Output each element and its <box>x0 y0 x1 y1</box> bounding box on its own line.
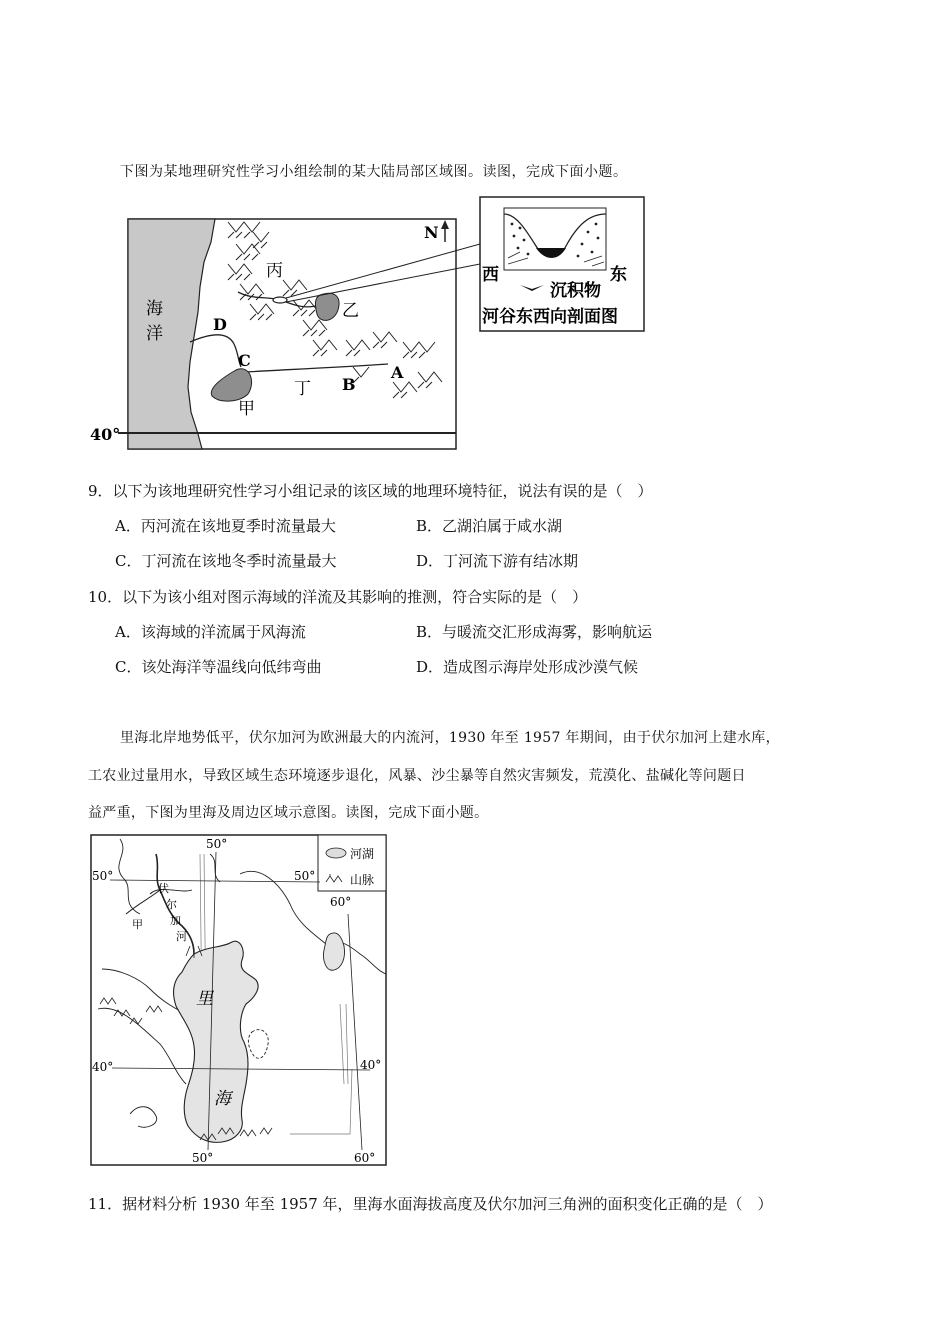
label-D: D <box>213 315 227 334</box>
inset-marker <box>273 297 287 303</box>
sea-label-1: 里 <box>196 989 213 1009</box>
aral-lake <box>323 933 344 970</box>
legend-mountain-label: 山脉 <box>350 873 375 887</box>
lat40-left: 40° <box>92 1060 114 1074</box>
legend-river-icon <box>326 848 346 858</box>
passage-line-2: 工农业过量用水，导致区域生态环境逐步退化，风暴、沙尘暴等自然灾害频发，荒漠化、盐碱化等问题日 <box>88 768 746 784</box>
latitude-label: 40° <box>90 425 121 444</box>
lat50-right: 50° <box>294 869 316 883</box>
label-ding: 丁 <box>294 379 311 399</box>
regional-map-1 <box>88 192 648 454</box>
label-bing: 丙 <box>266 261 283 281</box>
q10-option-b[interactable]: B．与暖流交汇形成海雾，影响航运 <box>416 623 653 641</box>
inset-legend: 沉积物 <box>550 281 601 301</box>
lat40-right: 40° <box>360 1058 382 1072</box>
lat50-left: 50° <box>92 869 114 883</box>
label-B: B <box>342 375 356 394</box>
q10-stem: 10．以下为该小组对图示海域的洋流及其影响的推测，符合实际的是（ ） <box>88 588 588 606</box>
q9-stem: 9．以下为该地理研究性学习小组记录的该区域的地理环境特征，说法有误的是（ ） <box>88 482 653 500</box>
lon60-top: 60° <box>330 895 352 909</box>
label-yi: 乙 <box>342 301 359 321</box>
sea-label-2: 海 <box>214 1089 231 1109</box>
caspian-map <box>90 834 390 1168</box>
label-A: A <box>391 363 404 382</box>
ocean-label-1: 海 <box>146 299 163 319</box>
lon50-top: 50° <box>206 837 228 851</box>
q10-option-d[interactable]: D．造成图示海岸处形成沙漠气候 <box>416 658 639 676</box>
q9-option-b[interactable]: B．乙湖泊属于咸水湖 <box>416 517 563 535</box>
lon50-bottom: 50° <box>192 1151 214 1165</box>
inset-title: 河谷东西向剖面图 <box>482 307 618 327</box>
label-jia-map2: 甲 <box>132 918 143 931</box>
legend-river-label: 河湖 <box>350 847 375 861</box>
ocean-label-2: 洋 <box>146 324 163 344</box>
label-C: C <box>238 351 251 370</box>
passage-line-3: 益严重，下图为里海及周边区域示意图。读图，完成下面小题。 <box>88 805 489 821</box>
volga-label-1: 伏 <box>158 882 169 895</box>
q9-option-c[interactable]: C．丁河流在该地冬季时流量最大 <box>115 552 337 570</box>
q11-stem: 11．据材料分析 1930 年至 1957 年，里海水面海拔高度及伏尔加河三角洲的面积变化正确的是（ ） <box>88 1195 773 1213</box>
lon60-bottom: 60° <box>354 1151 376 1165</box>
north-label: N <box>424 223 439 242</box>
label-jia: 甲 <box>238 399 255 419</box>
q9-option-a[interactable]: A．丙河流在该地夏季时流量最大 <box>115 517 336 535</box>
volga-label-3: 加 <box>170 914 181 927</box>
inset-east: 东 <box>610 265 627 285</box>
intro-text-1: 下图为某地理研究性学习小组绘制的某大陆局部区域图。读图，完成下面小题。 <box>120 164 628 180</box>
volga-label-4: 河 <box>176 930 187 943</box>
volga-label-2: 尔 <box>166 898 177 911</box>
passage-line-1: 里海北岸地势低平，伏尔加河为欧洲最大的内流河，1930 年至 1957 年期间，由于伏尔加河上建水库， <box>120 730 780 746</box>
q10-option-a[interactable]: A．该海域的洋流属于风海流 <box>115 623 306 641</box>
inset-west: 西 <box>482 265 499 285</box>
q9-option-d[interactable]: D．丁河流下游有结冰期 <box>416 552 579 570</box>
q10-option-c[interactable]: C．该处海洋等温线向低纬弯曲 <box>115 658 322 676</box>
